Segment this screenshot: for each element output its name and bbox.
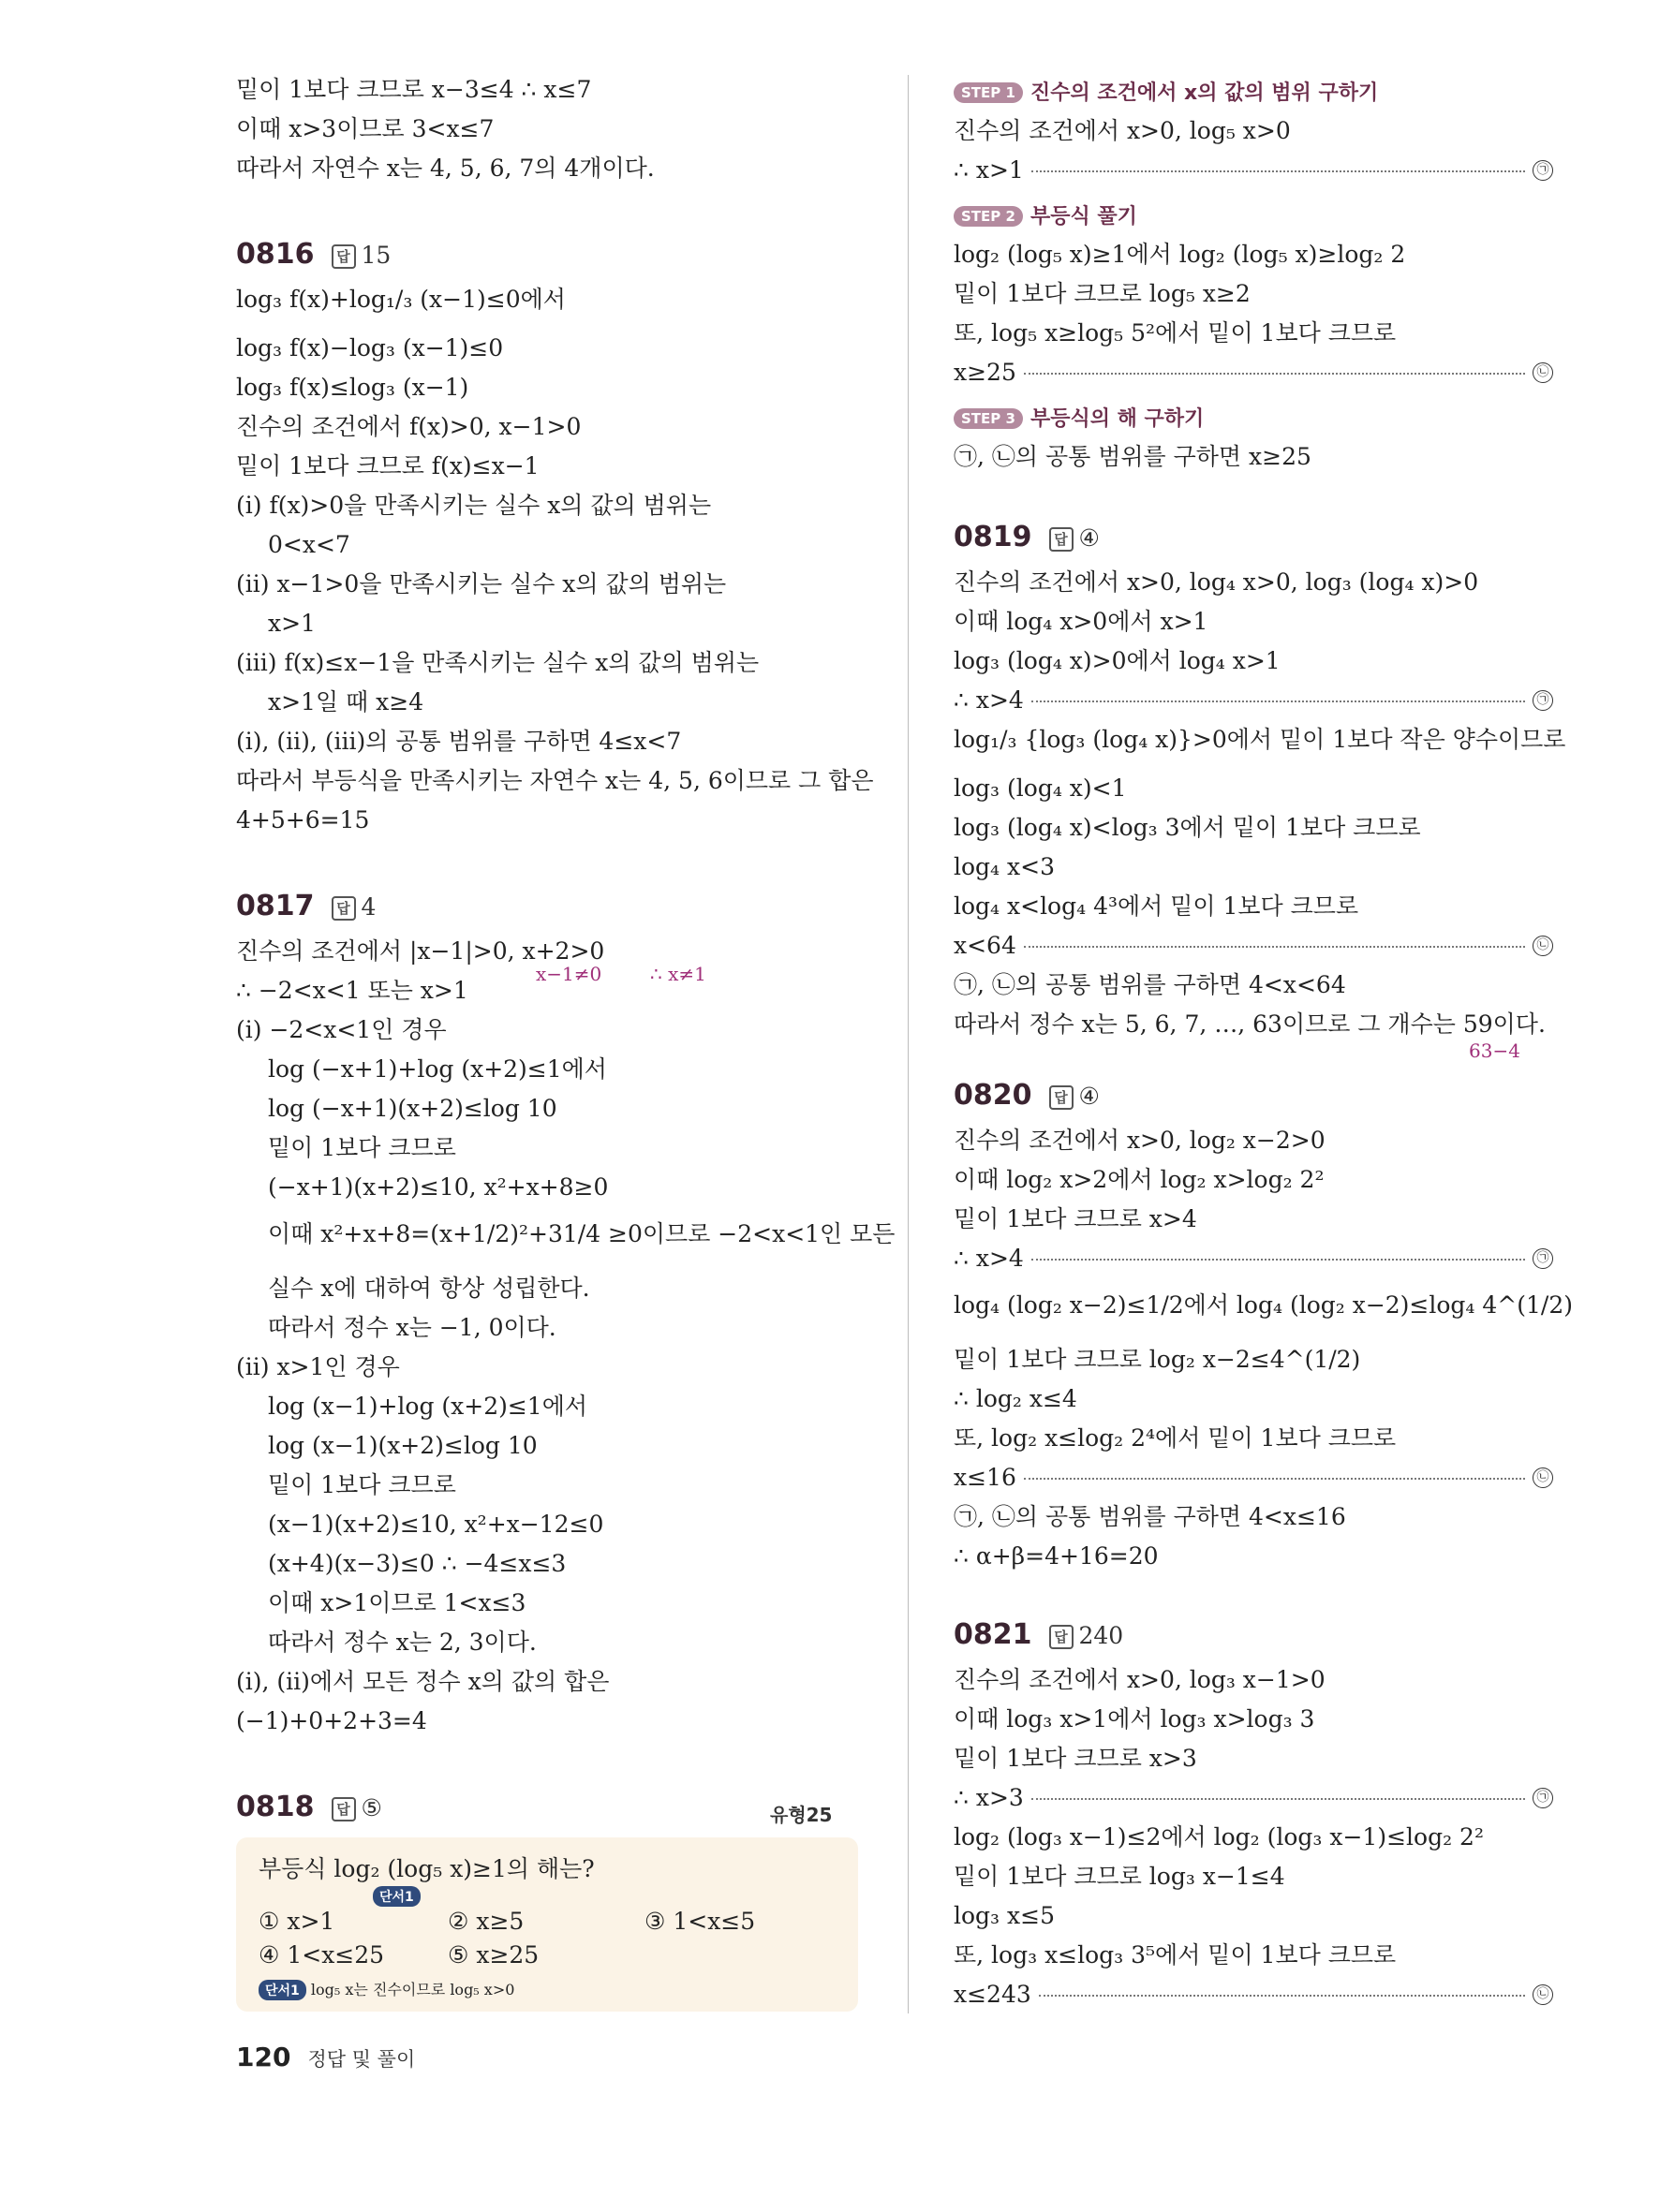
choice: ③ 1<x≤5 (644, 1908, 756, 1935)
type-tag: 유형25 (770, 1804, 833, 1826)
text-line: (ii) x−1>0을 만족시키는 실수 x의 값의 범위는 (236, 570, 727, 597)
problem-heading-0817 (236, 890, 376, 922)
text-line: 따라서 정수 x는 −1, 0이다. (268, 1314, 556, 1341)
page-label: 정답 및 풀이 (307, 2048, 416, 2071)
text-line: 진수의 조건에서 x>0, log₅ x>0 (954, 117, 1291, 144)
problem-number: 0820 (954, 1079, 1032, 1112)
step-pill: STEP 1 (954, 82, 1023, 103)
choice: ④ 1<x≤25 (259, 1941, 385, 1969)
text-line: 밑이 1보다 크므로 x>4 (954, 1205, 1197, 1232)
text-line: x>1일 때 x≥4 (268, 688, 424, 715)
answer-value: 240 (1078, 1622, 1124, 1649)
text-line: (x−1)(x+2)≤10, x²+x−12≤0 (268, 1511, 604, 1538)
dotted-line: ∴ x>4 ㉠ (954, 1244, 1553, 1274)
page-footer (236, 2042, 415, 2072)
text-line: (i), (ii)에서 모든 정수 x의 값의 합은 (236, 1668, 610, 1695)
hint-text: log₅ x는 진수이므로 log₅ x>0 (310, 1981, 515, 1998)
circle-mark: ㉠ (1533, 690, 1553, 711)
text-line: 이때 log₃ x>1에서 log₃ x>log₃ 3 (954, 1705, 1315, 1733)
circle-mark: ㉠ (1533, 1248, 1553, 1269)
text-line: log₃ f(x)+log₁/₃ (x−1)≤0에서 (236, 286, 566, 313)
dotted-line: x≤16 ㉡ (954, 1463, 1553, 1493)
step-heading (954, 200, 1137, 229)
text-line: 진수의 조건에서 f(x)>0, x−1>0 (236, 413, 582, 440)
text-line: 밑이 1보다 크므로 log₃ x−1≤4 (954, 1863, 1285, 1890)
answer-icon: 답 (1049, 527, 1074, 552)
text-line: ∴ log₂ x≤4 (954, 1385, 1077, 1412)
dotted-line: ∴ x>3 ㉠ (954, 1783, 1553, 1813)
step-title: 부등식 풀기 (1029, 205, 1137, 229)
text-line: log₃ (log₄ x)<log₃ 3에서 밑이 1보다 크므로 (954, 814, 1421, 841)
hint-pill: 단서1 (373, 1886, 421, 1907)
text-line: log (−x+1)(x+2)≤log 10 (268, 1095, 557, 1122)
text-line: 이때 x>3이므로 3<x≤7 (236, 115, 495, 142)
text-line: 진수의 조건에서 x>0, log₄ x>0, log₃ (log₄ x)>0 (954, 568, 1479, 596)
step-title: 부등식의 해 구하기 (1029, 407, 1205, 431)
problem-number: 0818 (236, 1791, 315, 1823)
choice: ② x≥5 (448, 1908, 525, 1935)
text-line: 4+5+6=15 (236, 806, 370, 833)
choice: ⑤ x≥25 (448, 1941, 540, 1969)
answer-icon: 답 (1049, 1625, 1074, 1649)
answer-icon: 답 (332, 896, 356, 921)
answer-value: ④ (1078, 524, 1100, 552)
dotted-line: ∴ x>1 ㉠ (954, 155, 1553, 185)
text-line: ㉠, ㉡의 공통 범위를 구하면 x≥25 (954, 443, 1311, 470)
choice: ① x>1 (259, 1908, 335, 1935)
text-line: ㉠, ㉡의 공통 범위를 구하면 4<x≤16 (954, 1503, 1346, 1530)
dotted-line: x≤243 ㉡ (954, 1980, 1553, 2010)
text-line: 실수 x에 대하여 항상 성립한다. (268, 1275, 590, 1302)
text-line: log (x−1)(x+2)≤log 10 (268, 1432, 538, 1459)
text-line: log₄ x<3 (954, 853, 1055, 880)
problem-number: 0816 (236, 238, 315, 271)
text-line: 밑이 1보다 크므로 x>3 (954, 1745, 1197, 1772)
problem-heading-0818 (236, 1791, 382, 1823)
step-pill: STEP 2 (954, 206, 1023, 227)
annotation-note: 63−4 (1469, 1040, 1520, 1062)
hint-label: 단서1 (259, 1980, 306, 2000)
answer-icon: 답 (332, 244, 356, 269)
dotted-line: x≥25 ㉡ (954, 358, 1553, 388)
text-line: log₂ (log₅ x)≥1에서 log₂ (log₅ x)≥log₂ 2 (954, 241, 1406, 268)
step-heading (954, 403, 1204, 432)
page-number: 120 (236, 2042, 291, 2072)
text-line: log₃ f(x)−log₃ (x−1)≤0 (236, 334, 504, 361)
answer-value: ④ (1078, 1083, 1100, 1110)
text-line: ㉠, ㉡의 공통 범위를 구하면 4<x<64 (954, 971, 1346, 998)
text-line: (i), (ii), (iii)의 공통 범위를 구하면 4≤x<7 (236, 728, 682, 755)
text-line: log₃ x≤5 (954, 1902, 1055, 1929)
problem-heading-0816 (236, 238, 391, 271)
text-line: (−x+1)(x+2)≤10, x²+x+8≥0 (268, 1173, 609, 1201)
circle-mark: ㉠ (1533, 1788, 1553, 1808)
text-line: 밑이 1보다 크므로 x−3≤4 ∴ x≤7 (236, 76, 592, 103)
text-line: 또, log₂ x≤log₂ 2⁴에서 밑이 1보다 크므로 (954, 1424, 1397, 1452)
text-line: ∴ −2<x<1 또는 x>1 (236, 977, 468, 1004)
text-line: 밑이 1보다 크므로 (268, 1134, 456, 1161)
answer-value: ⑤ (361, 1794, 382, 1821)
problem-number: 0819 (954, 521, 1032, 553)
circle-mark: ㉡ (1533, 1984, 1553, 2005)
text-line: 따라서 정수 x는 2, 3이다. (268, 1629, 537, 1656)
hint-row (259, 1978, 514, 2000)
text-line: 밑이 1보다 크므로 (268, 1471, 456, 1498)
text-line: log₃ f(x)≤log₃ (x−1) (236, 374, 469, 401)
problem-heading-0821 (954, 1618, 1123, 1651)
text-line: 진수의 조건에서 |x−1|>0, x+2>0 (236, 937, 605, 965)
text-line: 진수의 조건에서 x>0, log₂ x−2>0 (954, 1127, 1326, 1154)
column-divider (908, 75, 909, 2013)
step-title: 진수의 조건에서 x의 값의 범위 구하기 (1029, 81, 1379, 105)
text-line: ∴ α+β=4+16=20 (954, 1542, 1159, 1570)
text-line: 0<x<7 (268, 531, 350, 558)
step-heading (954, 77, 1378, 106)
dotted-line: ∴ x>4 ㉠ (954, 686, 1553, 715)
text-line: x>1 (268, 610, 316, 637)
annotation-note: x−1≠0 (536, 963, 602, 985)
text-line: 이때 log₄ x>0에서 x>1 (954, 608, 1208, 635)
text-line: 이때 log₂ x>2에서 log₂ x>log₂ 2² (954, 1166, 1325, 1193)
text-line: log₃ (log₄ x)>0에서 log₄ x>1 (954, 647, 1281, 674)
problem-number: 0821 (954, 1618, 1032, 1651)
circle-mark: ㉡ (1533, 362, 1553, 383)
annotation-note: ∴ x≠1 (650, 963, 706, 985)
text-line: 이때 x²+x+8=(x+1/2)²+31/4 ≥0이므로 −2<x<1인 모든 (268, 1220, 896, 1247)
text-line: log₂ (log₃ x−1)≤2에서 log₂ (log₃ x−1)≤log₂ 2² (954, 1823, 1484, 1851)
circle-mark: ㉡ (1533, 936, 1553, 956)
text-line: 또, log₃ x≤log₃ 3⁵에서 밑이 1보다 크므로 (954, 1941, 1397, 1969)
text-line: log (x−1)+log (x+2)≤1에서 (268, 1393, 588, 1420)
text-line: 밑이 1보다 크므로 log₅ x≥2 (954, 280, 1251, 307)
text-line: log₄ x<log₄ 4³에서 밑이 1보다 크므로 (954, 892, 1359, 920)
text-line: (i) f(x)>0을 만족시키는 실수 x의 값의 범위는 (236, 492, 712, 519)
text-line: (x+4)(x−3)≤0 ∴ −4≤x≤3 (268, 1550, 567, 1577)
problem-number: 0817 (236, 890, 315, 922)
answer-value: 4 (361, 893, 377, 921)
problem-heading-0819 (954, 521, 1100, 553)
answer-icon: 답 (332, 1797, 356, 1821)
text-line: 따라서 정수 x는 5, 6, 7, …, 63이므로 그 개수는 59이다. (954, 1010, 1546, 1038)
dotted-line: x<64 ㉡ (954, 931, 1553, 961)
problem-question: 부등식 log₂ (log₅ x)≥1의 해는? (259, 1855, 595, 1882)
problem-heading-0820 (954, 1079, 1100, 1112)
text-line: (iii) f(x)≤x−1을 만족시키는 실수 x의 값의 범위는 (236, 649, 760, 676)
answer-icon: 답 (1049, 1085, 1074, 1110)
text-line: 밑이 1보다 크므로 f(x)≤x−1 (236, 452, 540, 479)
text-line: 따라서 부등식을 만족시키는 자연수 x는 4, 5, 6이므로 그 합은 (236, 767, 874, 794)
text-line: 또, log₅ x≥log₅ 5²에서 밑이 1보다 크므로 (954, 319, 1397, 347)
text-line: log (−x+1)+log (x+2)≤1에서 (268, 1055, 607, 1083)
text-line: (ii) x>1인 경우 (236, 1353, 400, 1380)
problem-box (236, 1837, 858, 2012)
text-line: log₄ (log₂ x−2)≤1/2에서 log₄ (log₂ x−2)≤log₄ 4^(1/2) (954, 1291, 1573, 1319)
answer-value: 15 (361, 242, 392, 269)
text-line: 진수의 조건에서 x>0, log₃ x−1>0 (954, 1666, 1326, 1693)
circle-mark: ㉡ (1533, 1467, 1553, 1488)
text-line: 이때 x>1이므로 1<x≤3 (268, 1589, 526, 1616)
text-line: log₁/₃ {log₃ (log₄ x)}>0에서 밑이 1보다 작은 양수이므로 (954, 726, 1566, 753)
text-line: 따라서 자연수 x는 4, 5, 6, 7의 4개이다. (236, 155, 655, 182)
text-line: 밑이 1보다 크므로 log₂ x−2≤4^(1/2) (954, 1346, 1361, 1373)
text-line: (i) −2<x<1인 경우 (236, 1016, 447, 1043)
text-line: (−1)+0+2+3=4 (236, 1707, 427, 1734)
circle-mark: ㉠ (1533, 160, 1553, 181)
text-line: log₃ (log₄ x)<1 (954, 774, 1127, 802)
step-pill: STEP 3 (954, 408, 1023, 429)
